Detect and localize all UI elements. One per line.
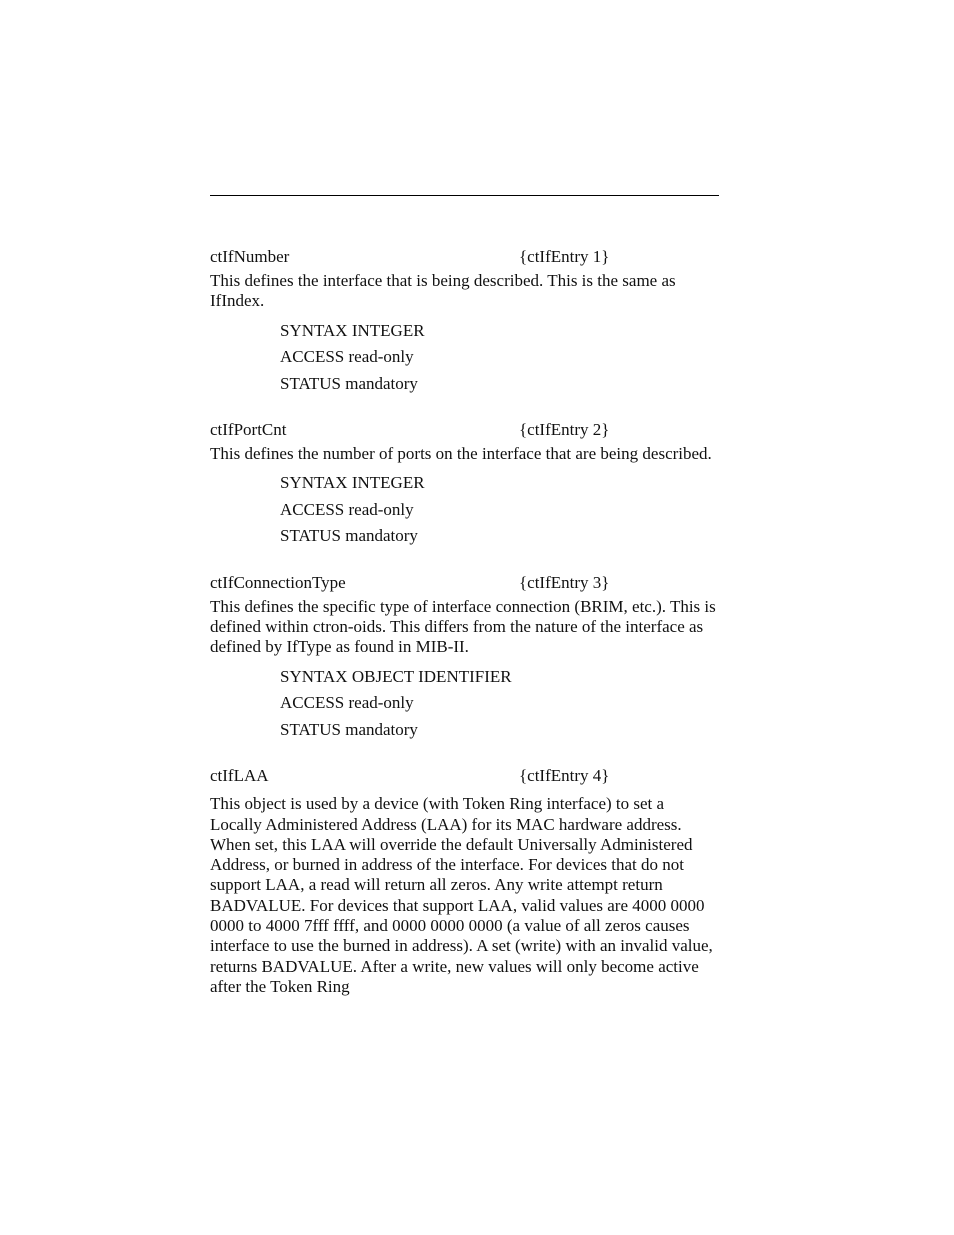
entry-description: This defines the interface that is being described. This is the same as IfIndex. bbox=[210, 271, 676, 311]
mib-entry-ctifportcnt bbox=[210, 418, 720, 550]
entry-access: ACCESS read-only bbox=[280, 347, 414, 367]
entry-access: ACCESS read-only bbox=[280, 693, 414, 713]
entry-oid: {ctIfEntry 4} bbox=[519, 766, 610, 786]
entry-status: STATUS mandatory bbox=[280, 526, 418, 546]
entry-status: STATUS mandatory bbox=[280, 719, 418, 739]
entry-status: STATUS mandatory bbox=[280, 373, 418, 393]
document-body bbox=[210, 245, 720, 997]
mib-entry-ctifconnectiontype bbox=[210, 571, 720, 743]
entry-oid: {ctIfEntry 2} bbox=[519, 420, 610, 440]
entry-description: This object is used by a device (with Token Ring interface) to set a Locally Administered Address (LAA) for its MAC hardware address. When set, this LAA will override the default Universally Administered Address, or burned in address of the interface. For devices that do not support LAA, a read will return all zeros. Any write attempt return BADVALUE. For devices that support LAA, valid values are 4000 0000 0000 to 4000 7fff ffff, and 0000 0000 0000 (a value of all zeros causes interface to use the burned in address). A set (write) with an invalid value, returns BADVALUE. After a write, new values will only become active after the Token Ring bbox=[210, 794, 713, 996]
entry-header bbox=[210, 418, 720, 442]
header-rule bbox=[210, 195, 719, 196]
entry-header bbox=[210, 571, 720, 595]
entry-header bbox=[210, 245, 720, 269]
entry-syntax: SYNTAX INTEGER bbox=[280, 320, 425, 340]
entry-header bbox=[210, 764, 720, 788]
entry-oid: {ctIfEntry 1} bbox=[519, 247, 610, 266]
entry-name: ctIfPortCnt bbox=[210, 420, 287, 440]
entry-properties bbox=[280, 318, 720, 398]
entry-properties bbox=[280, 470, 720, 550]
entry-name: ctIfNumber bbox=[210, 247, 290, 266]
entry-syntax: SYNTAX OBJECT IDENTIFIER bbox=[280, 666, 512, 686]
mib-entry-ctifnumber bbox=[210, 245, 720, 397]
entry-properties bbox=[280, 664, 720, 744]
entry-name: ctIfLAA bbox=[210, 766, 269, 786]
entry-syntax: SYNTAX INTEGER bbox=[280, 473, 425, 493]
entry-description: This defines the number of ports on the interface that are being described. bbox=[210, 444, 712, 464]
mib-entry-ctiflaa bbox=[210, 764, 720, 997]
entry-oid: {ctIfEntry 3} bbox=[519, 572, 610, 592]
entry-name: ctIfConnectionType bbox=[210, 572, 346, 592]
entry-description: This defines the specific type of interface connection (BRIM, etc.). This is defined within ctron-oids. This differs from the nature of the interface as defined by IfType as found in MIB-II. bbox=[210, 596, 716, 657]
entry-access: ACCESS read-only bbox=[280, 499, 414, 519]
